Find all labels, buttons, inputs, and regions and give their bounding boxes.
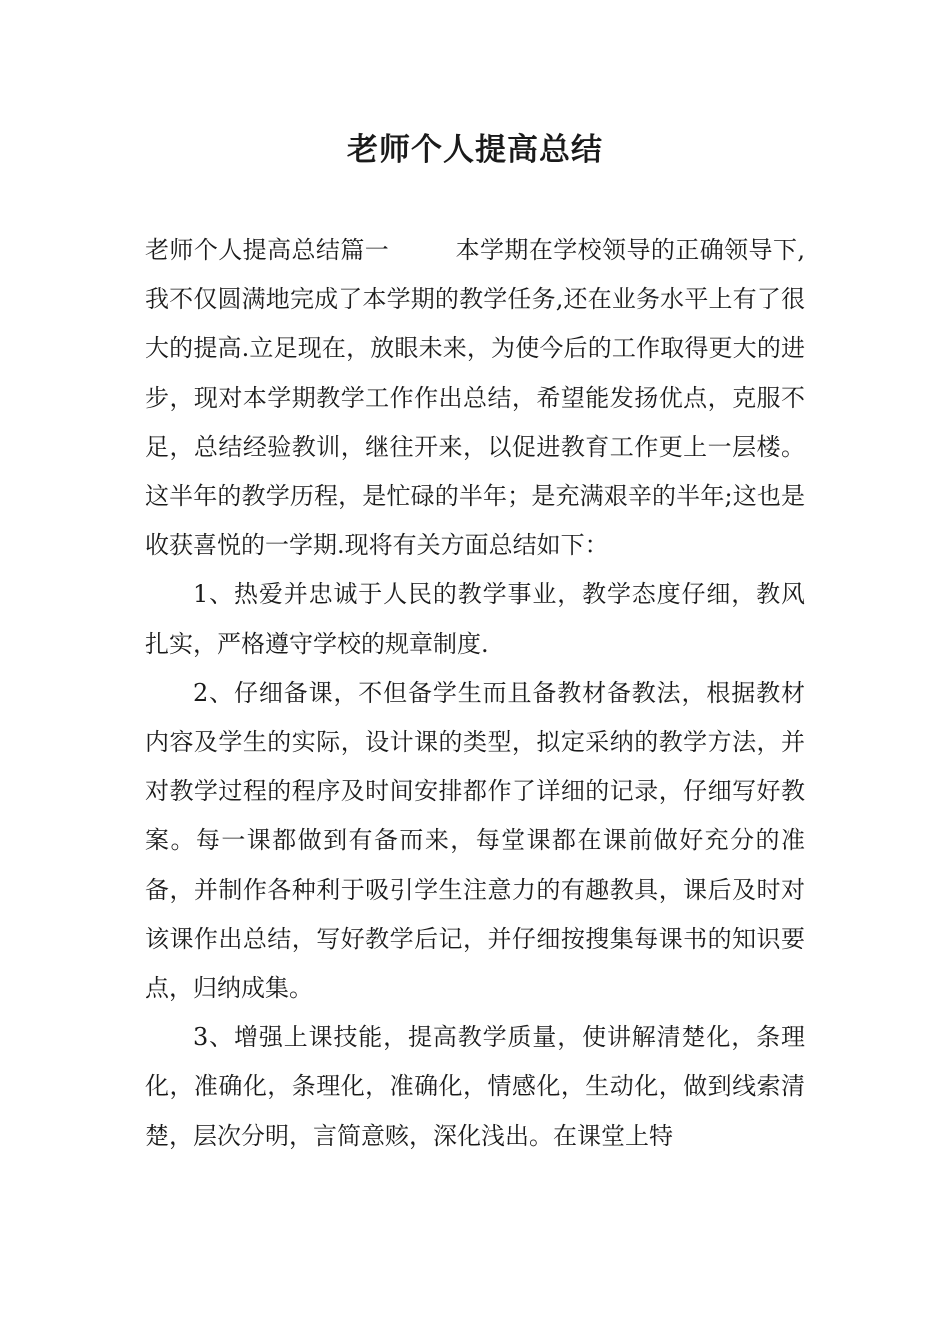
document-body (145, 226, 805, 1161)
document-title: 老师个人提高总结 (347, 132, 603, 168)
section-heading: 老师个人提高总结篇一 (145, 236, 390, 264)
intro-paragraph (145, 226, 805, 570)
paragraph-1: 1、热爱并忠诚于人民的教学事业，教学态度仔细，教风扎实，严格遵守学校的规章制度. (145, 580, 805, 658)
intro-text: 本学期在学校领导的正确领导下,我不仅圆满地完成了本学期的教学任务,还在业务水平上有了很大的提高.立足现在，放眼未来，为使今后的工作取得更大的进步，现对本学期教学工作作出总结，希望能发扬优点，克服不足，总结经验教训，继往开来，以促进教育工作更上一层楼。这半年的教学历程，是忙碌的半年；是充满艰辛的半年;这也是收获喜悦的一学期.现将有关方面总结如下： (145, 236, 805, 560)
paragraph-3: 3、增强上课技能，提高教学质量，使讲解清楚化，条理化，准确化，条理化，准确化，情感化，生动化，做到线索清楚，层次分明，言简意赅，深化浅出。在课堂上特 (145, 1023, 805, 1150)
paragraph-2: 2、仔细备课，不但备学生而且备教材备教法，根据教材 内容及学生的实际，设计课的类型，拟定采纳的教学方法，并对教学过程的程序及时间安排都作了详细的记录，仔细写好教案。每一课都做到有备而来，每堂课都在课前做好充分的准备，并制作各种利于吸引学生注意力的有趣教具，课后及时对该课作出总结，写好教学后记，并仔细按搜集每课书的知识要点，归纳成集。 (145, 678, 805, 1003)
